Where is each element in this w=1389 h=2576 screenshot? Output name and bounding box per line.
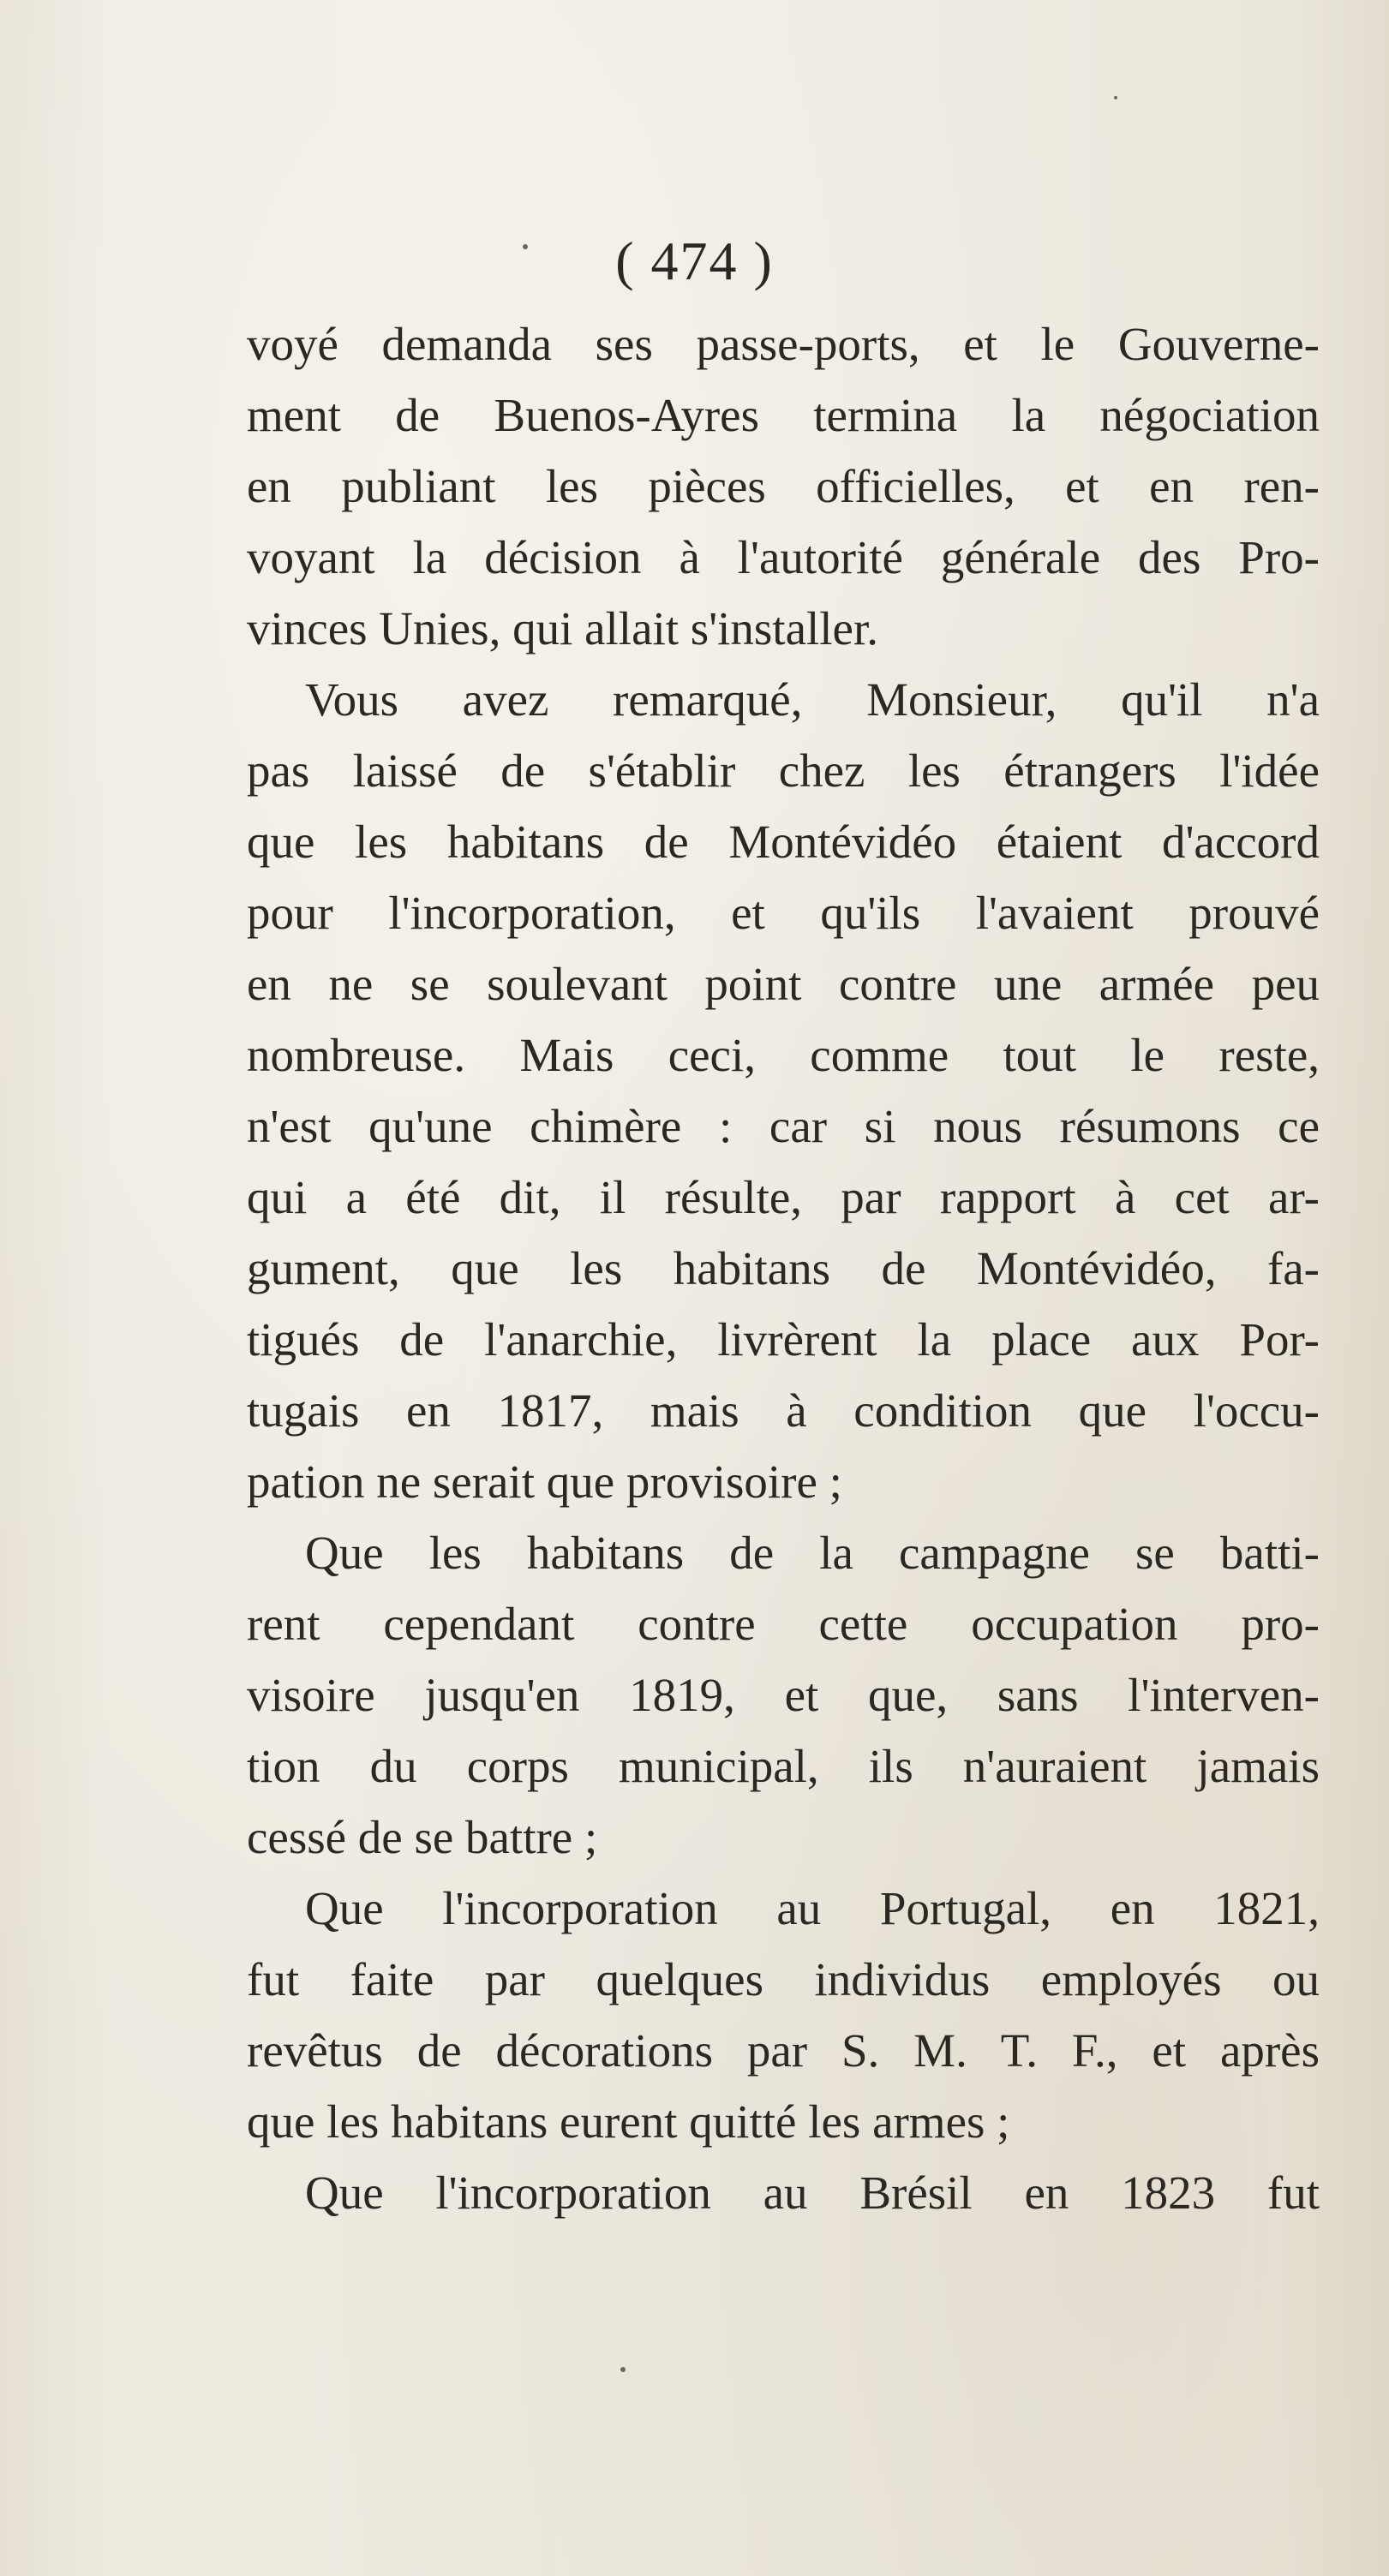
paragraph-start-line: Que les habitans de la campagne se batti- [305,1527,1320,1579]
text-line: pas laissé de s'établir chez les étrangers l'idée [247,744,1320,797]
page-number: ( 474 ) [615,230,774,291]
text-line: tugais en 1817, mais à condition que l'occu- [247,1384,1320,1437]
paragraph-start-line: Que l'incorporation au Brésil en 1823 fut [305,2167,1320,2219]
text-line: qui a été dit, il résulte, par rapport à cet ar- [247,1171,1320,1223]
text-line: pour l'incorporation, et qu'ils l'avaient prouvé [247,887,1320,939]
body-text [247,308,1320,2228]
text-line: tigués de l'anarchie, livrèrent la place aux Por- [247,1313,1320,1366]
text-line: tion du corps municipal, ils n'auraient jamais [247,1740,1320,1792]
paragraph-start-line: Que l'incorporation au Portugal, en 1821, [305,1882,1320,1934]
text-line: nombreuse. Mais ceci, comme tout le reste, [247,1029,1320,1081]
text-line: en publiant les pièces officielles, et en ren- [247,460,1320,512]
text-line: visoire jusqu'en 1819, et que, sans l'interven- [247,1669,1320,1721]
text-line: vinces Unies, qui allait s'installer. [247,602,878,654]
text-line: rent cependant contre cette occupation pro- [247,1598,1320,1650]
paper-speck [523,244,528,249]
text-line: fut faite par quelques individus employés ou [247,1953,1320,2005]
text-line: n'est qu'une chimère : car si nous résumons ce [247,1100,1320,1152]
text-line: revêtus de décorations par S. M. T. F., et après [247,2024,1320,2077]
paragraph-start-line: Vous avez remarqué, Monsieur, qu'il n'a [305,673,1320,726]
paper-speck [1114,96,1117,99]
text-line: voyé demanda ses passe-ports, et le Gouverne- [247,318,1320,370]
text-line: en ne se soulevant point contre une armée peu [247,958,1320,1010]
paper-speck [620,2367,626,2372]
text-line: voyant la décision à l'autorité générale des Pro- [247,531,1320,583]
text-line: pation ne serait que provisoire ; [247,1455,842,1508]
text-line: ment de Buenos-Ayres termina la négociation [247,389,1320,441]
text-line: cessé de se battre ; [247,1811,598,1863]
text-line: que les habitans de Montévidéo étaient d'accord [247,816,1320,868]
text-line: gument, que les habitans de Montévidéo, fa- [247,1242,1320,1294]
text-line: que les habitans eurent quitté les armes ; [247,2095,1010,2148]
